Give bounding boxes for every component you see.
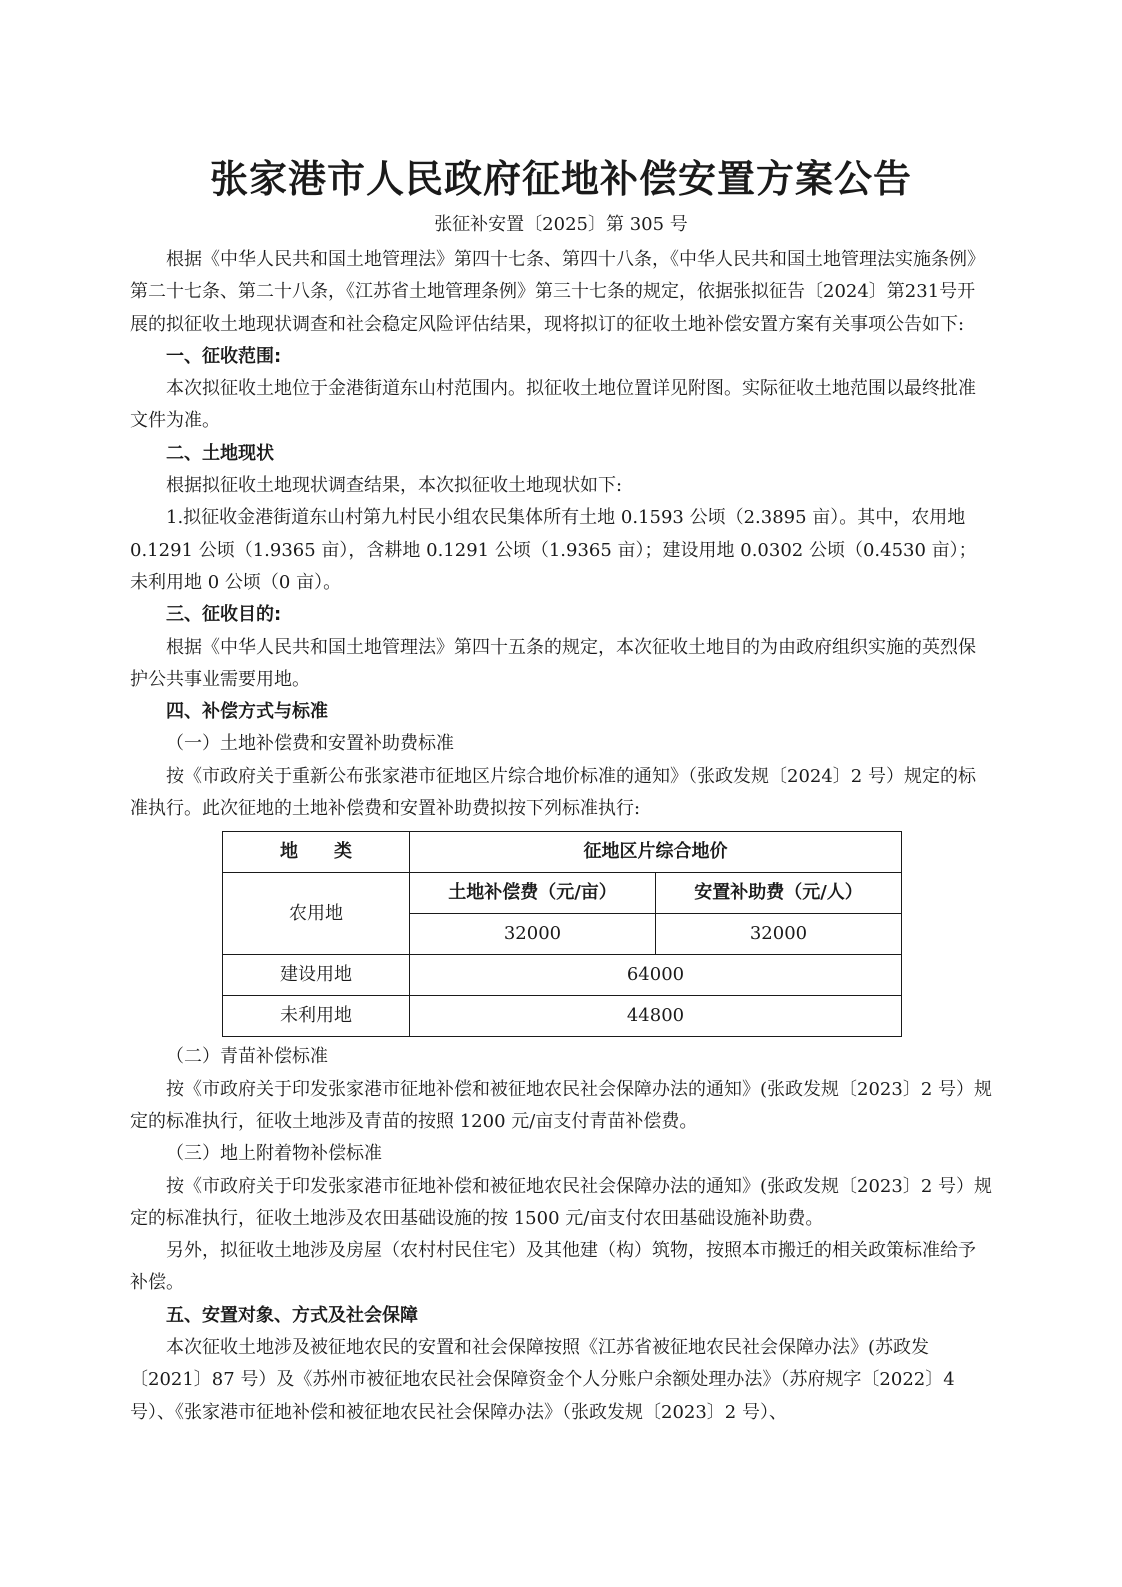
agri-compensation-value: 32000 [410,914,656,955]
unused-value: 44800 [410,996,902,1037]
body-paragraph: 另外，拟征收土地涉及房屋（农村村民住宅）及其他建（构）筑物，按照本市搬迁的相关政策标准给予补偿。 [130,1240,976,1294]
header-land-type: 地 类 [223,832,410,873]
body-paragraph: 根据《中华人民共和国土地管理法》第四十五条的规定，本次征收土地目的为由政府组织实施的英烈保护公共事业需要用地。 [130,636,976,690]
row-agri-label: 农用地 [223,873,410,955]
section-heading: 四、补偿方式与标准 [166,701,328,723]
compensation-standard-table [222,831,902,1037]
page-title: 张家港市人民政府征地补偿安置方案公告 [209,157,912,201]
body-paragraph: 根据《中华人民共和国土地管理法》第四十七条、第四十八条，《中华人民共和国土地管理法实施条例》第二十七条、第二十八条，《江苏省土地管理条例》第三十七条的规定，依据张拟征告〔2024〕第231号开展的拟征收土地现状调查和社会稳定风险评估结果，现将拟订的征收土地补偿安置方案有关事项公告如下: [130,249,985,335]
subsection-heading: （二）青苗补偿标准 [166,1046,328,1068]
document-body [130,244,992,1429]
header-subsidy: 安置补助费（元/人） [656,873,902,914]
agri-subsidy-value: 32000 [656,914,902,955]
section-heading: 一、征收范围: [166,345,282,367]
body-paragraph: 根据拟征收土地现状调查结果，本次拟征收土地现状如下: [166,475,623,497]
construction-value: 64000 [410,955,902,996]
subsection-heading: （三）地上附着物补偿标准 [166,1143,382,1165]
row-construction-label: 建设用地 [223,955,410,996]
body-paragraph: 1.拟征收金港街道东山村第九村民小组农民集体所有土地 0.1593 公顷（2.3895 亩）。其中，农用地 0.1291 公顷（1.9365 亩），含耕地 0.1291 公顷（1.9365 亩）；建设用地 0.0302 公顷（0.4530 亩）；未利用地 0 公顷（0 亩）。 [130,507,977,593]
section-heading: 五、安置对象、方式及社会保障 [166,1304,418,1326]
subsection-heading: （一）土地补偿费和安置补助费标准 [166,733,454,755]
section-heading: 三、征收目的: [166,604,282,626]
header-compensation: 土地补偿费（元/亩） [410,873,656,914]
row-unused-label: 未利用地 [223,996,410,1037]
body-paragraph: 按《市政府关于重新公布张家港市征地区片综合地价标准的通知》（张政发规〔2024〕2 号）规定的标准执行。此次征地的土地补偿费和安置补助费拟按下列标准执行: [130,765,976,820]
document-number: 张征补安置〔2025〕第 305 号 [434,214,688,235]
header-price: 征地区片综合地价 [410,832,902,873]
body-paragraph: 按《市政府关于印发张家港市征地补偿和被征地农民社会保障办法的通知》(张政发规〔2023〕2 号）规定的标准执行，征收土地涉及青苗的按照 1200 元/亩支付青苗补偿费。 [130,1078,993,1132]
body-paragraph: 按《市政府关于印发张家港市征地补偿和被征地农民社会保障办法的通知》(张政发规〔2023〕2 号）规定的标准执行，征收土地涉及农田基础设施的按 1500 元/亩支付农田基础设施补助费。 [130,1175,993,1229]
section-heading: 二、土地现状 [166,442,274,464]
body-paragraph: 本次征收土地涉及被征地农民的安置和社会保障按照《江苏省被征地农民社会保障办法》(苏政发〔2021〕87 号）及《苏州市被征地农民社会保障资金个人分账户余额处理办法》（苏府规字〔2022〕4 号）、《张家港市征地补偿和被征地农民社会保障办法》（张政发规〔2023〕2 号）、 [130,1337,955,1423]
body-paragraph: 本次拟征收土地位于金港街道东山村范围内。拟征收土地位置详见附图。实际征收土地范围以最终批准文件为准。 [130,378,976,432]
